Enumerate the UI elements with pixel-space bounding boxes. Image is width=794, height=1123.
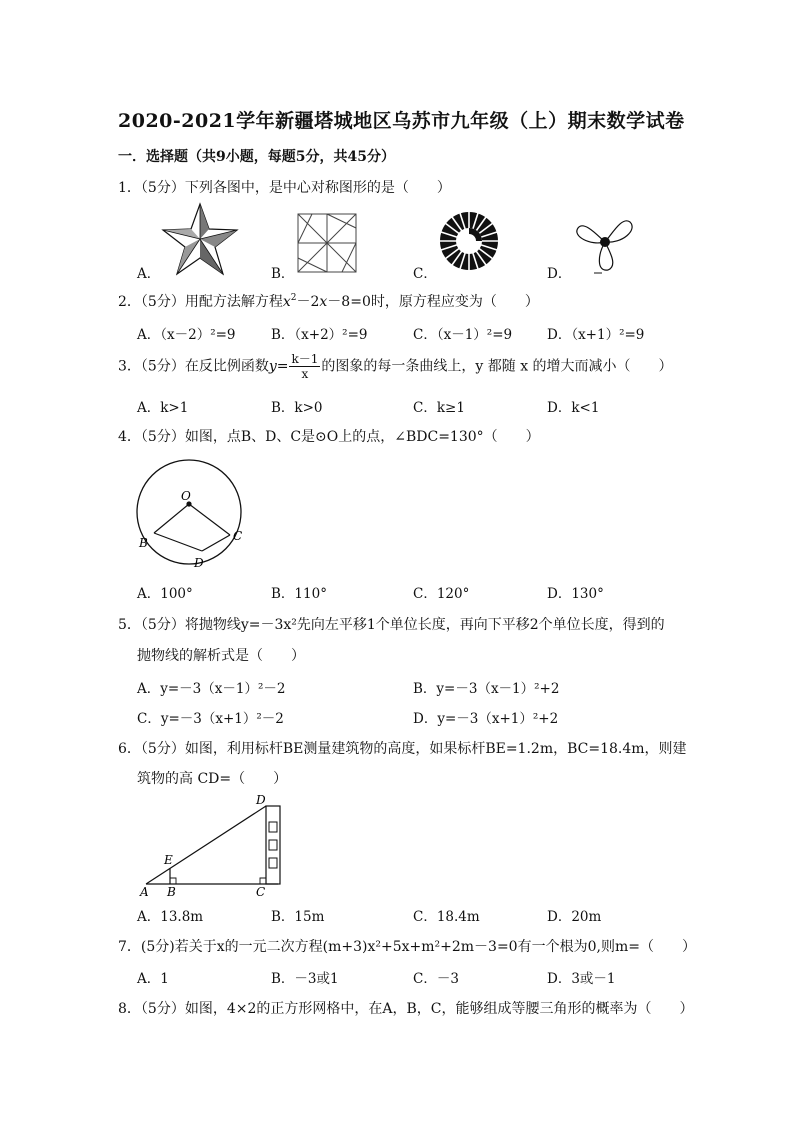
q5-option-a: A．y=－3（x－1）²－2 bbox=[137, 681, 286, 697]
label-a: A bbox=[140, 885, 149, 899]
q1-option-a: A． bbox=[137, 266, 161, 282]
question-5-line-1: 5．（5分）将抛物线y=－3x²先向左平移1个单位长度，再向下平移2个单位长度，得到的 bbox=[118, 617, 665, 633]
q5-option-c: C．y=－3（x+1）²－2 bbox=[137, 711, 284, 727]
q1-option-b: B． bbox=[271, 266, 295, 282]
label-d: D bbox=[256, 793, 266, 807]
q2-suffix: =0时，原方程应变为（ ） bbox=[350, 294, 539, 310]
label-b: B bbox=[139, 536, 148, 550]
q6-option-c: C．18.4m bbox=[413, 909, 480, 925]
q7-option-b: B．－3或1 bbox=[271, 971, 339, 987]
pinwheel-figure bbox=[296, 212, 358, 274]
q4-option-a: A．100° bbox=[137, 586, 193, 602]
q3-option-b: B．k>0 bbox=[271, 400, 323, 416]
q2-option-b: B．（x+2）²=9 bbox=[271, 327, 368, 343]
question-2-stem: 2．（5分）用配方法解方程$x^2-2x-8=0$时，原方程应变为（ ） bbox=[118, 293, 539, 310]
page-title: 2020-2021学年新疆塔城地区乌苏市九年级（上）期末数学试卷 bbox=[118, 110, 685, 132]
q6-option-b: B．15m bbox=[271, 909, 325, 925]
star-figure bbox=[160, 202, 240, 276]
q3-fraction: $\frac{k-1}{x}$ bbox=[291, 352, 319, 381]
label-b: B bbox=[167, 885, 176, 899]
label-e: E bbox=[164, 853, 173, 867]
question-1-stem: 1．（5分）下列各图中，是中心对称图形的是（ ） bbox=[118, 180, 451, 196]
q6-option-d: D．20m bbox=[547, 909, 602, 925]
q3-suffix: 的图象的每一条曲线上，y 都随 x 的增大而减小（ ） bbox=[321, 358, 673, 375]
sunburst-figure bbox=[438, 210, 500, 272]
q6-option-a: A．13.8m bbox=[137, 909, 204, 925]
q2-prefix: 2．（5分）用配方法解方程 bbox=[118, 294, 283, 310]
question-7-stem: 7．(5分)若关于x的一元二次方程(m+3)x²+5x+m²+2m－3=0有一个根为0,则m=（ ） bbox=[118, 939, 696, 955]
q7-option-c: C．－3 bbox=[413, 971, 459, 987]
q3-option-d: D．k<1 bbox=[547, 400, 600, 416]
q2-option-a: A．（x－2）²=9 bbox=[137, 327, 236, 343]
q4-option-d: D．130° bbox=[547, 586, 604, 602]
q5-option-d: D．y=－3（x+1）²+2 bbox=[413, 711, 559, 727]
question-3-stem: 3．（5分）在反比例函数y= $\frac{k-1}{x}$ 的图象的每一条曲线上，y 都随 x 的增大而减小（ ） bbox=[118, 352, 673, 381]
fan-figure bbox=[570, 212, 640, 274]
question-6-line-1: 6．（5分）如图，利用标杆BE测量建筑物的高度，如果标杆BE=1.2m，BC=18.4m，则建 bbox=[118, 741, 687, 757]
q1-option-c: C． bbox=[413, 266, 437, 282]
q3-option-c: C．k≥1 bbox=[413, 400, 465, 416]
q7-option-d: D．3或－1 bbox=[547, 971, 616, 987]
q2-option-c: C．（x－1）²=9 bbox=[413, 327, 513, 343]
circle-figure bbox=[132, 455, 252, 573]
q7-option-a: A．1 bbox=[137, 971, 169, 987]
q4-option-c: C．120° bbox=[413, 586, 470, 602]
question-5-line-2: 抛物线的解析式是（ ） bbox=[137, 648, 305, 664]
q2-option-d: D．（x+1）²=9 bbox=[547, 327, 645, 343]
q4-option-b: B．110° bbox=[271, 586, 327, 602]
label-c: C bbox=[256, 885, 266, 899]
q5-option-b: B．y=－3（x－1）²+2 bbox=[413, 681, 560, 697]
question-6-line-2: 筑物的高 CD=（ ） bbox=[137, 771, 288, 787]
question-4-stem: 4．（5分）如图，点B、D、C是⊙O上的点，∠BDC=130°（ ） bbox=[118, 429, 540, 445]
question-8-stem: 8．（5分）如图，4×2的正方形网格中，在A，B，C，能够组成等腰三角形的概率为（ ） bbox=[118, 1001, 694, 1017]
building-figure bbox=[138, 790, 288, 900]
label-d: D bbox=[194, 556, 204, 570]
label-c: C bbox=[233, 529, 243, 543]
label-o: O bbox=[181, 489, 191, 503]
section-heading: 一．选择题（共9小题，每题5分，共45分） bbox=[118, 149, 395, 165]
q3-option-a: A．k>1 bbox=[137, 400, 189, 416]
q3-prefix: 3．（5分）在反比例函数 bbox=[118, 358, 269, 375]
q1-option-d: D． bbox=[547, 266, 572, 282]
